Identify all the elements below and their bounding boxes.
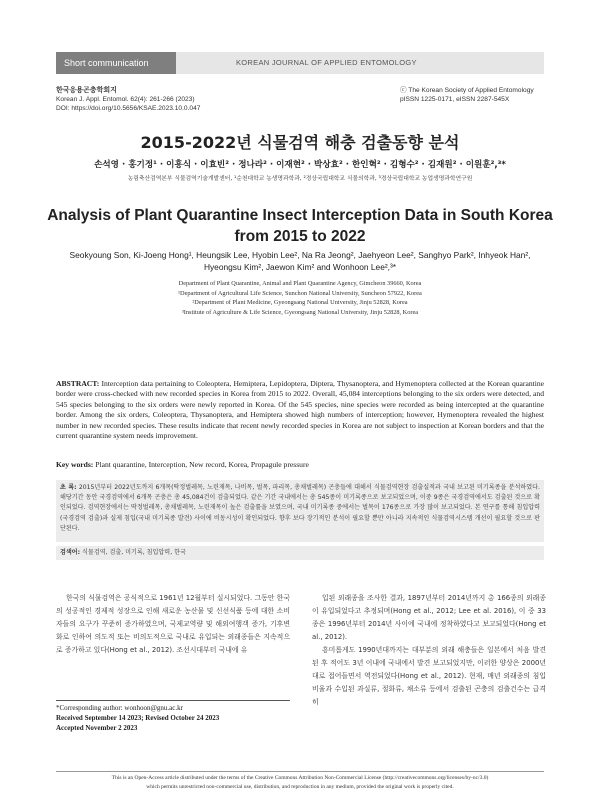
affiliation-line: ³Institute of Agriculture & Life Science, Gyeongsang National University, Jinju 52828, Korea xyxy=(181,308,419,316)
body-paragraph: 한국의 식물검역은 공식적으로 1961년 12월부터 실시되었다. 그동안 한국의 성공적인 경제적 성장으로 인해 새로운 농산물 및 신선식품 등에 대한 소비자들의 요구가 꾸준히 증가하였으며, 국제교역량 및 해외여행객 증가, 기후변화로 인하여 의도적 또는 비의도적으로 국내로 유입되는 외래종들은 지속적으로 증가하고 있다(Hong et al., 2012). 조선시대부터 국내에 유 xyxy=(56,594,290,654)
body-paragraph: 입된 외래종을 조사한 결과, 1897년부터 2014년까지 총 166종의 외래종이 유입되었다고 추정되며(Hong et al., 2012; Lee et al. 2016), 이 중 33종은 1996년부터 2014년 사이에 국내에 정착하였다고 보고되었다(Hong et al., 2012). xyxy=(312,594,546,641)
abstract-korean xyxy=(56,480,544,542)
footnote xyxy=(56,704,296,733)
journal-info xyxy=(56,86,200,113)
body-column-left xyxy=(56,592,290,657)
received-date: Received September 14 2023; Revised October 24 2023 xyxy=(56,713,220,722)
corresponding-author: *Corresponding author: wonhoon@gnu.ac.kr xyxy=(56,704,183,712)
affiliations-english xyxy=(60,279,540,317)
affiliation-line: Department of Plant Quarantine, Animal and Plant Quarantine Agency, Gimcheon 39660, Korea xyxy=(178,280,422,287)
copyright xyxy=(400,86,534,104)
affiliation-line: ¹Department of Agricultural Life Science, Sunchon National University, Suncheon 57922, Korea xyxy=(178,289,422,297)
doi-link[interactable]: DOI: https://doi.org/10.5656/KSAE.2023.10.0.047 xyxy=(56,105,201,112)
keywords-text: Plant quarantine, Interception, New record, Korea, Propagule pressure xyxy=(95,460,309,469)
abstract-label: ABSTRACT: xyxy=(56,379,100,388)
title-korean: 2015-2022년 식물검역 해충 검출동향 분석 xyxy=(140,133,460,152)
keywords-label: Key words: xyxy=(56,460,94,469)
license-notice xyxy=(56,771,544,793)
accepted-date: Accepted November 2 2023 xyxy=(56,723,138,732)
kr-keywords-label: 검색어: xyxy=(60,549,81,556)
keywords-english xyxy=(56,460,544,469)
affiliation-korean: 농림축산검역본부 식물검역기술개발센터, ¹순천대학교 농생명과학과, ²경상국립대학교 식물의학과, ³경상국립대학교 농업생명과학연구원 xyxy=(127,176,473,182)
authors-korean: 손석영 · 홍기정¹ · 이흥식 · 이효빈² · 정나라² · 이재현² · 박상효² · 한인혁² · 김형수² · 김재원² · 이원훈²,³* xyxy=(94,160,506,170)
journal-citation: Korean J. Appl. Entomol. 62(4): 261-266 (2023) xyxy=(56,96,195,103)
body-paragraph: 흥미롭게도 1990년대까지는 대부분의 외래 해충들은 일본에서 처음 발견된 후 적어도 3년 이내에 국내에서 발견 보고되었지만, 이러한 양상은 2000년대로 접어들면서 역전되었다(Hong et al., 2012). 현재, 매년 외래종의 침입 비율과 수입된 과실류, 절화류, 채소류 등에서 검출된 곤충의 검출건수는 급격히 xyxy=(312,646,546,706)
kr-keywords-text: 식물검역, 검출, 미기록, 침입압력, 한국 xyxy=(82,549,186,556)
affiliation-line: ²Department of Plant Medicine, Gyeongsang National University, Jinju 52828, Korea xyxy=(192,299,408,306)
authors-line: Seokyoung Son, Ki-Joeng Hong¹, Heungsik Lee, Hyobin Lee², Na Ra Jeong², Jaehyeon Lee², Sanghyo Park², Inhyeok Han², xyxy=(69,250,531,260)
kr-abstract-text: 2015년부터 2022년도까지 6개목(딱정벌레목, 노린재목, 나비목, 벌목, 파리목, 총채벌레목) 곤충들에 대해서 식물검역현장 검출실적과 국내 보고된 미기록종을 분석하였다. 해당기간 동안 국경검역에서 6개목 곤충은 총 45,084건이 검출되었다. 같은 기간 국내에서는 총 545종이 미기록종으로 보고되었으며, 이중 9종은 국경검역에서도 검출된 것으로 확인되었다. 검역현장에서는 딱정벌레목, 총채벌레목, 노린재목이 높은 검출률을 보였으며, 국내 미기록종 중에서는 벌목이 176종으로 가장 많이 보고되었다. 본 연구를 통해 침입압력(국경검역 검출)과 실제 침입(국내 미기록종 발견) 사이에 비동시성이 확인되었다. 향후 보다 장기적인 분석이 필요할 뿐만 아니라 지속적인 식물검역시스템 개선이 필요할 것으로 판단된다. xyxy=(60,484,540,532)
license-line: This is an Open-Access article distributed under the terms of the Creative Commons Attribution Non-Commercial License (http://creativecommons.org/licenses/by-nc/3.0) xyxy=(111,775,489,781)
section-label: Short communication xyxy=(56,52,176,74)
license-line: which permits unrestricted non-commercial use, distribution, and reproduction in any medium, provided the original work is properly cited. xyxy=(146,784,454,790)
header-bar xyxy=(0,52,600,74)
keywords-korean xyxy=(56,546,544,560)
copyright-line: ⓒ The Korean Society of Applied Entomology xyxy=(400,87,534,94)
title-english: Analysis of Plant Quarantine Insect Interception Data in South Korea from 2015 to 2022 xyxy=(47,207,553,245)
body-column-right xyxy=(312,592,546,709)
issn-line: pISSN 1225-0171, eISSN 2287-545X xyxy=(400,96,510,103)
journal-kr-name: 한국응용곤충학회지 xyxy=(56,87,117,94)
kr-abstract-label: 초 록: xyxy=(60,484,77,491)
journal-name: KOREAN JOURNAL OF APPLIED ENTOMOLOGY xyxy=(176,52,544,74)
authors-line: Hyeongsu Kim², Jaewon Kim² and Wonhoon Lee²,³* xyxy=(203,262,397,272)
abstract-english xyxy=(56,379,544,441)
abstract-text: Interception data pertaining to Coleoptera, Hemiptera, Lepidoptera, Diptera, Thysanoptera, and Hymenoptera collected at the Korean quarantine border were cross-checked with new recorded species in Korea from 2015 to 2022. Overall, 45,084 interceptions belonging to the six orders were detected, and 545 species belonging to the six orders were newly reported in Korea. Of the 545 species, nine species were recorded as being intercepted at the quarantine border. Among the six orders, Coleoptera, Thysanoptera, and Hemiptera showed high numbers of interception; however, Hymenoptera revealed the highest number in new recorded species. These results indicate that recent newly recorded species in Korea are not subject to inspection at Korean borders and that the current quarantine system needs improvement. xyxy=(56,379,545,441)
footnote-divider xyxy=(56,700,290,701)
authors-english xyxy=(60,249,540,273)
